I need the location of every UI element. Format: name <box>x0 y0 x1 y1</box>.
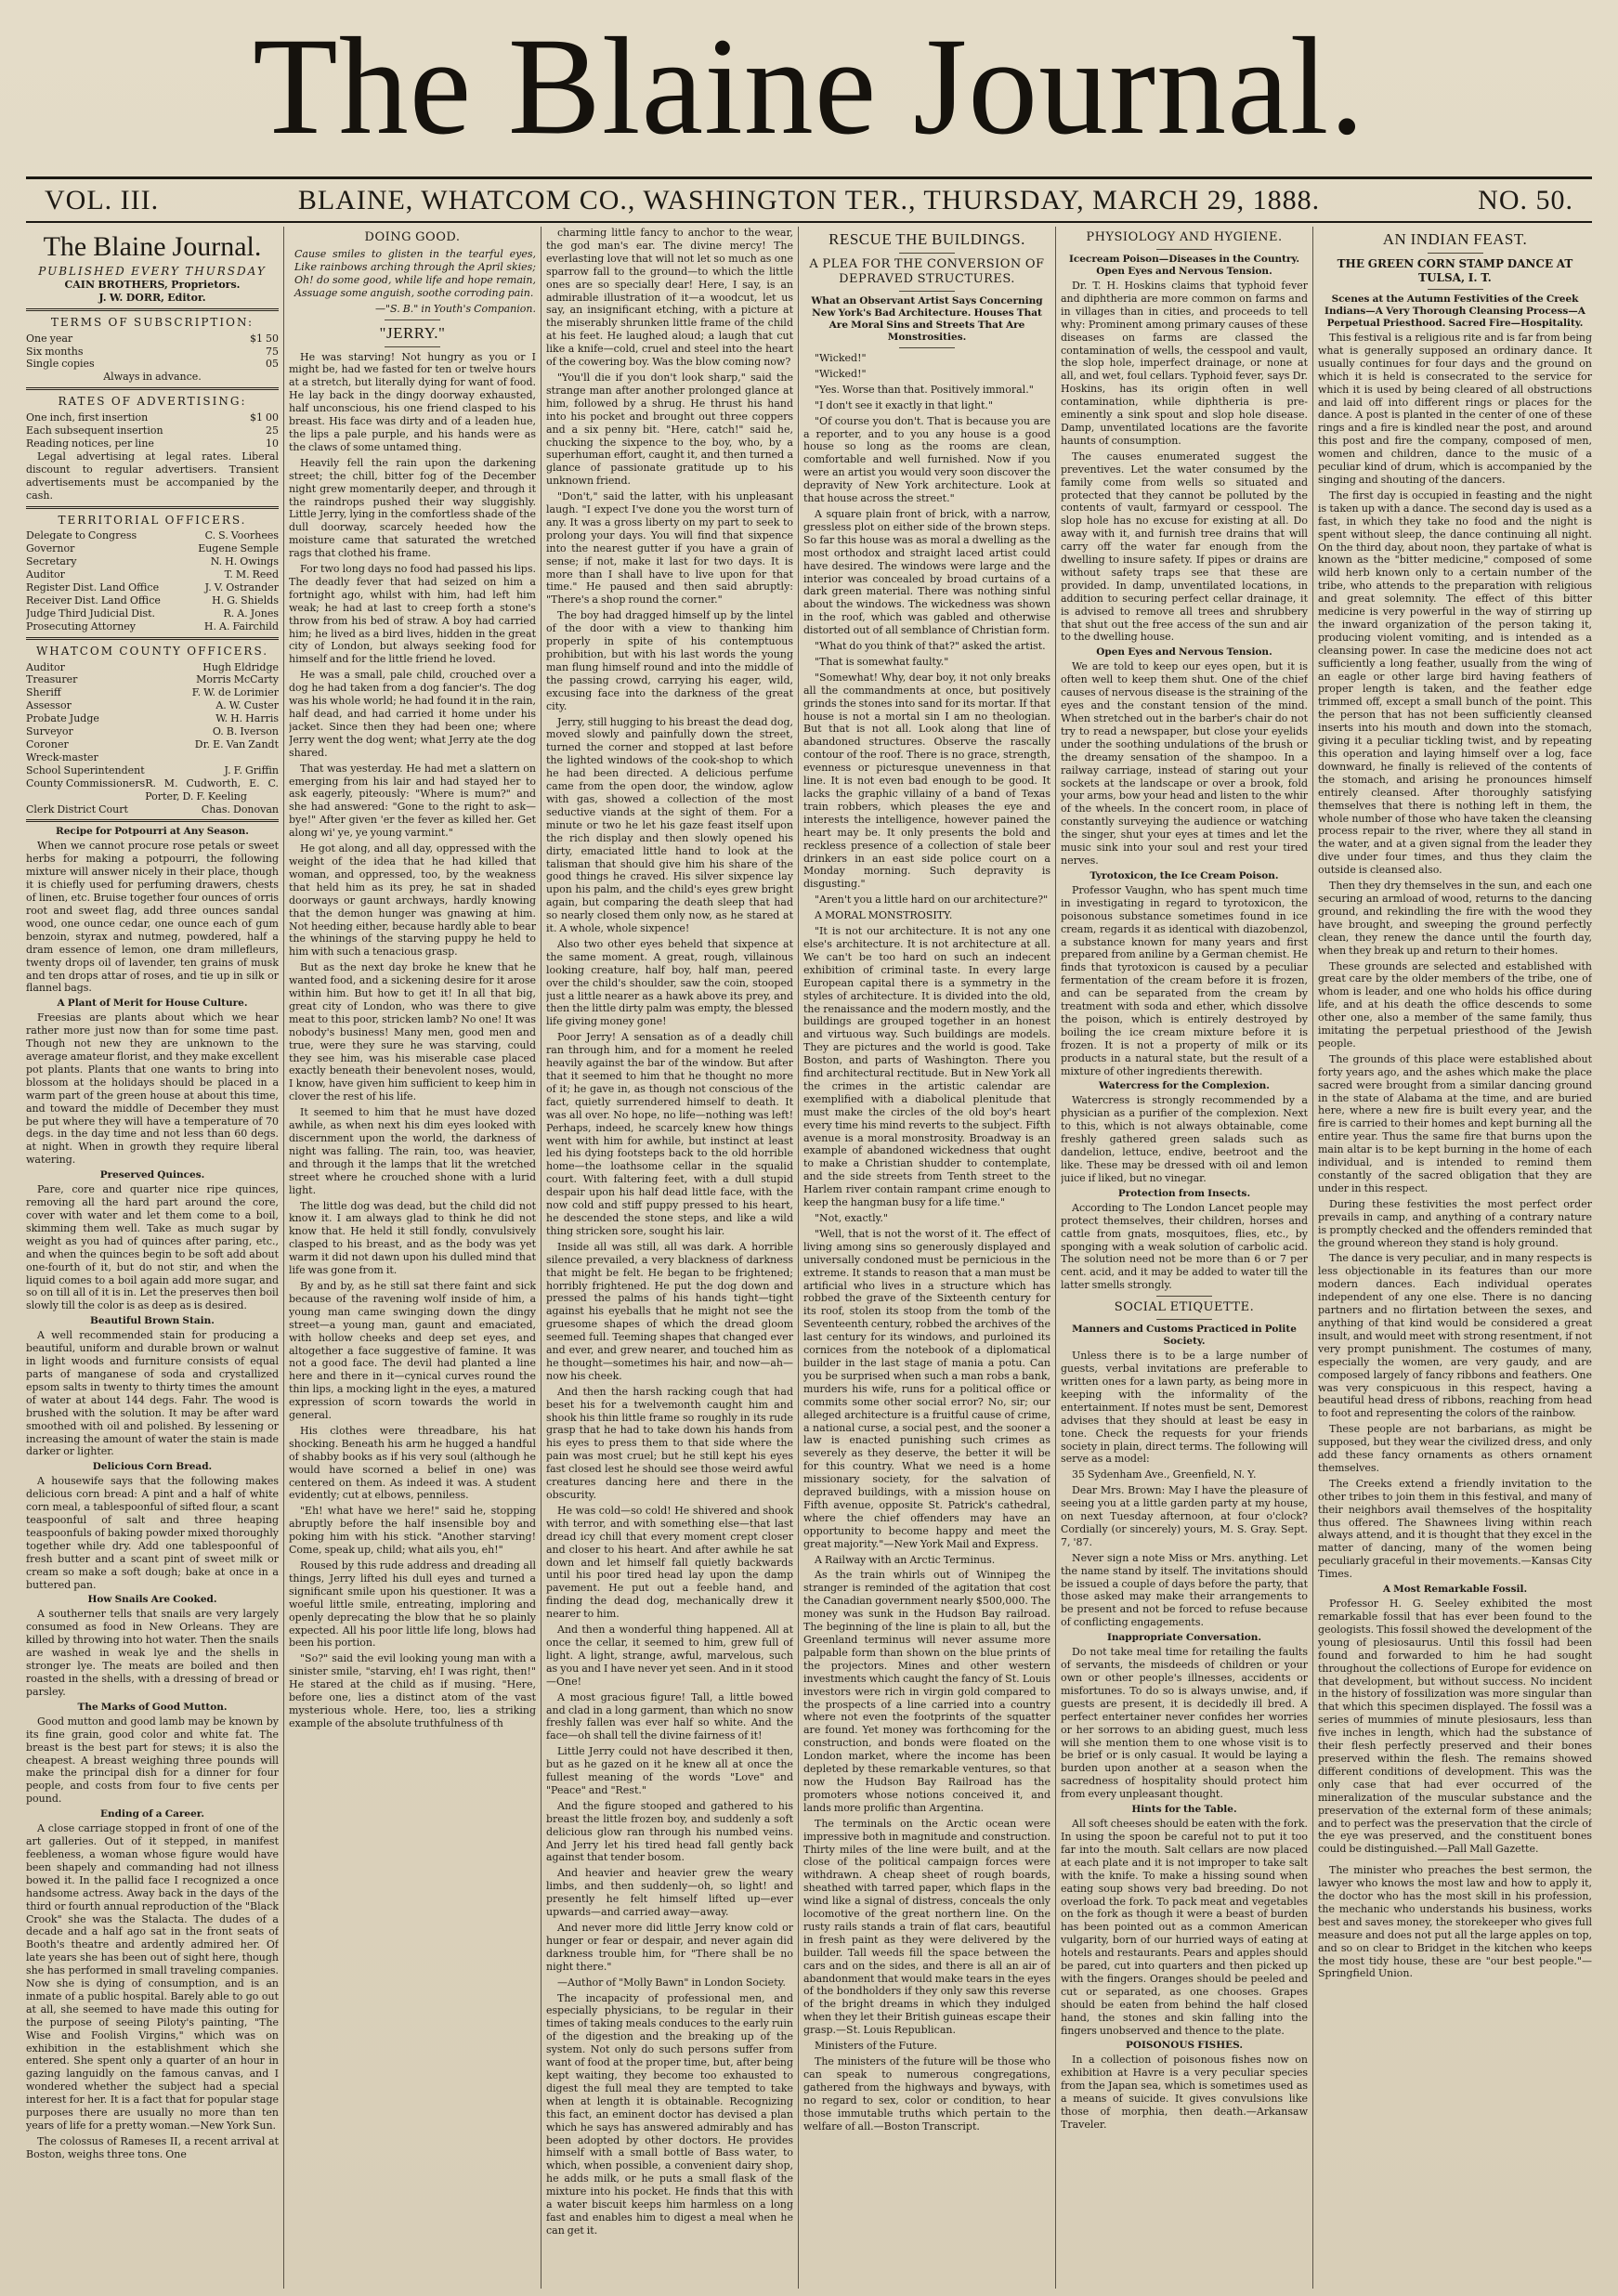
article-heading: Ending of a Career. <box>99 1808 204 1820</box>
article-heading: How Snails Are Cooked. <box>87 1594 217 1606</box>
paragraph: These people are not barbarians, as might be supposed, but they wear the civilized dress, and only add these fancy ornaments as others ornament themselves. <box>1318 1423 1592 1474</box>
officer-row <box>26 568 279 581</box>
rate-row <box>26 346 279 359</box>
paper-title: The Blaine Journal. <box>43 231 262 262</box>
officer-row-label: Auditor <box>26 660 65 673</box>
editor-line: J. W. DORR, Editor. <box>98 291 206 304</box>
article-text: Professor H. G. Seeley exhibited the most remarkable fossil that has ever been found to the geologists. This fossil showed the development of the young of plesiosaurus. Until this fossil had been found and forwarded to him he had sought throughout the collections of Europe for evidence on that development, but without success. No incident in the history of fossilization was more singular than that which this specimen displayed. The fossil was a series of mummies of minute plesiosaurs, less than five inches in length, which had the substance of their flesh perfectly preserved and their bones preserved within the flesh. The remains showed different conditions of development. This was the only case that had ever occurred of the mineralization of the muscular substance and the preservation of the external form of these animals; and to perfect was the preservation that the circle of the eye was preserved, and the constituent bones could be distinguished.—Pall Mall Gazette. <box>1318 1598 1592 1856</box>
officer-row-value: F. W. de Lorimier <box>191 686 279 699</box>
officer-row-value: C. S. Voorhees <box>204 529 279 542</box>
paragraph: He was cold—so cold! He shivered and shook with terror, and with something else—that last dread icy chill that every moment crept closer and closer to his heart. And after awhile he sat down and let himself fall quietly backwards until his poor tired head lay upon the damp pavement. He put out a feeble hand, and finding the dead dog, mechanically drew it nearer to him. <box>546 1504 793 1621</box>
paragraph: And the figure stooped and gathered to his breast the little frozen boy, and suddenly a soft delicious glow ran through his numbed veins. And Jerry let his tired head fall gently back against that tender bosom. <box>546 1799 793 1864</box>
column-4 <box>803 227 1050 2289</box>
story-body <box>289 351 536 1730</box>
article-text: Good mutton and good lamb may be known by its fine grain, good color and white fat. The breast is the best part for stews; it is also the cheapest. A breast weighing three pounds will make the principal dish for a dinner for four people, and costs from four to five cents per pound. <box>26 1715 279 1806</box>
paragraph: A most gracious figure! Tall, a little bowed and clad in a long garment, than which no snow freshly fallen was ever half so white. And the face—oh shall tell the divine fairness of it! <box>546 1690 793 1742</box>
article-text: Pare, core and quarter nice ripe quinces, removing all the hard part around the core, cover with water and let them come to a boil, skimming them well. Take as much sugar by weight as you had of quinces after paring, etc., and when the quinces begin to be soft add about one-fourth of it, but do not stir, and when the liquid comes to a boil again add more sugar, and so on till all of it is in. Let the preserves then boil slowly till the color is as deep as is desired. <box>26 1183 279 1312</box>
article-text: A well recommended stain for producing a beautiful, uniform and durable brown or walnut in light woods and furniture consists of equal parts of manganese of soda and crystallized epsom salts in twenty to thirty times the amount of water at about 144 degs. Fahr. The wood is brushed with the solution. It may be after ward smoothed with oil and polished. By lessening or increasing the amount of water the stain is made darker or lighter. <box>26 1329 279 1458</box>
officer-row-label: Clerk District Court <box>26 802 128 815</box>
column-divider <box>1055 227 1056 2289</box>
paragraph: He was a small, pale child, crouched over a dog he had taken from a dog fancier's. The dog was his whole world; he had found it in the rain, half dead, and had carried it home under his jacket. Since then they had been one; where Jerry went the dog went; what Jerry ate the dog shared. <box>289 669 536 759</box>
rate-row-value: $1 50 <box>250 332 279 345</box>
rate-row <box>26 437 279 450</box>
rate-row <box>26 424 279 437</box>
paragraph: Heavily fell the rain upon the darkening street; the chill, bitter fog of the December night grew momentarily deeper, and through it the raindrops pushed their way sluggishly. Little Jerry, lying in the comfortless shade of the dull doorway, scarcely heeded how the moisture came that saturated the wretched rags that clothed his frame. <box>289 456 536 560</box>
paragraph: The little dog was dead, but the child did not know it. I am always glad to think he did not know that. He held it still fondly, convulsively clasped to his breast, and as the body was yet warm it did not dawn upon his dulled mind that life was gone from it. <box>289 1199 536 1277</box>
poem-title: DOING GOOD. <box>364 230 461 244</box>
officer-row <box>26 699 279 712</box>
hygiene-body <box>1061 280 1308 644</box>
paragraph: A MORAL MONSTROSITY. <box>815 909 953 922</box>
article-text: According to The London Lancet people may protect themselves, their children, horses and cattle from gnats, mosquitoes, flies, etc., by sponging with a weak solution of carbolic acid. The solution need not be more than 6 or 7 per cent. acid, and it may be added to water till the latter smells strongly. <box>1061 1201 1308 1292</box>
paragraph: "So?" said the evil looking young man with a sinister smile, "starving, eh! I was right, then!" He stared at the child as if musing. "Here, before one, lies a distinct atom of the vast mysterious whole. Here, too, lies a striking example of the absolute truthfulness of th <box>289 1652 536 1729</box>
rate-row-label: Reading notices, per line <box>26 437 154 450</box>
article-text: Watercress is strongly recommended by a physician as a purifier of the complexion. Next to this, which is not always obtainable, come freshly gathered green salads such as dandelion, lettuce, endive, beetroot and the like. These may be dressed with oil and lemon juice if liked, but no vinegar. <box>1061 1094 1308 1184</box>
article-heading: Hints for the Table. <box>1131 1804 1237 1816</box>
section-deck: Icecream Poison—Diseases in the Country. Open Eyes and Nervous Tension. <box>1068 254 1300 277</box>
article-subhead: THE GREEN CORN STAMP DANCE AT TULSA, I. T. <box>1337 257 1573 284</box>
county-officers <box>26 661 279 816</box>
officer-row-value: Hugh Eldridge <box>202 660 279 673</box>
paragraph: But as the next day broke he knew that he wanted food, and a sickening desire for it arose within him. But how to get it! In all that big, great city of London, who was there to give meat to this poor, stricken lamb? No one! It was nobody's business! Many men, good men and true, were they sure he was starving, could they see him, was his miserable case placed exactly beneath their benevolent noses, would, I know, have given him sufficient to keep him in clover the rest of his life. <box>289 961 536 1103</box>
article-heading: Watercress for the Complexion. <box>1099 1080 1270 1092</box>
article-body <box>1318 332 1592 1581</box>
paragraph: As the train whirls out of Winnipeg the stranger is reminded of the agitation that cost the Canadian government nearly $500,000. The money was sunk in the Hudson Bay railroad. The beginning of the line is plain to all, but the Greenland terminus will never assume more palpable form than shown on the blue prints of the projectors. Mines and other western investments which caught the fancy of St. Louis investors were rich in virgin gold compared to the prospects of a line carried into a country where not even the footprints of the squatter are found. Yet money was forthcoming for the construction, and bonds were floated on the London market, where the income has been depleted by these remarkable ventures, so that now the Hudson Bay Railroad has the promoters whose notions conceived it, and lands more prolific than Argentina. <box>803 1569 1050 1814</box>
masthead-rule-bottom <box>26 221 1592 223</box>
rate-row <box>26 333 279 346</box>
officer-row <box>26 725 279 738</box>
paragraph: charming little fancy to anchor to the wear, the god man's ear. The divine mercy! The everlasting love that will not let so much as one sparrow fall to the ground—to which the little ones are so specially dear! Here, I say, is an admirable illustration of it—a woodcut, let us say, an insignificant etching, with a picture at the miserably shrunken little frame of the child at his feet. He laughed aloud; a laugh that cut like a knife—cold, cruel and steel into the heart of the cowering boy. Was the blow coming now? <box>546 227 793 369</box>
paragraph: Then they dry themselves in the sun, and each one securing an armload of wood, returns to the dancing ground, and rekindling the fire with the wood they have brought, and sweeping the ground perfectly clean, they renew the dance until the fourth day, when they break up and return to their homes. <box>1318 880 1592 957</box>
subscription-note: Always in advance. <box>103 371 202 384</box>
paragraph: And then the harsh racking cough that had beset his for a twelvemonth caught him and shook his thin little frame so roughly in its rude grasp that he had to take down his hands from his eyes to press them to that side where the pain was most cruel; but he still kept his eyes fast closed lest he should see those weird awful creatures dancing here and there in the obscurity. <box>546 1385 793 1501</box>
column-divider <box>798 227 799 2289</box>
article-heading: Delicious Corn Bread. <box>92 1461 213 1473</box>
paragraph: This festival is a religious rite and is far from being what is generally supposed an ordinary dance. It usually continues for four days and the ground on which it is held is consecrated to the service for which it is used by being cleared of all obstructions and laid off into different rings or places for the dance. A post is planted in the center of one of these rings and a fire is kindled near the post, and around this post and fire the company, composed of men, women and children, dance to the music of a peculiar kind of drum, which is accompanied by the singing and shouting of the dancers. <box>1318 332 1592 486</box>
officer-row-value: R. A. Jones <box>223 607 279 620</box>
article-heading: Tyrotoxicon, the Ice Cream Poison. <box>1090 869 1279 881</box>
officer-row-value: Eugene Semple <box>198 542 279 555</box>
poem-text: Cause smiles to glisten in the tearful eyes, Like rainbows arching through the April skies; Oh! do some good, while life and hope remain, Assuage some anguish, soothe corroding pain. <box>294 248 536 299</box>
officer-row <box>26 751 279 764</box>
section-headline: PHYSIOLOGY AND HYGIENE. <box>1086 230 1283 244</box>
officer-row <box>26 686 279 699</box>
officer-row <box>26 594 279 607</box>
poem-signature: —"S. B." in Youth's Companion. <box>375 302 536 315</box>
article-text: A close carriage stopped in front of one of the art galleries. Out of it stepped, in manifest feebleness, a woman whose figure would have been shapely and commanding had not illness bowed it. In the pallid face I recognized a once handsome actress. Away back in the days of the third or fourth annual reproduction of the "Black Crook" she was the Stalacta. The dudes of a decade and a half ago sat in the front seats of Booth's theatre and ardently admired her. Of late years she has been out of sight here, though she has performed in small traveling companies. Now she is dying of consumption, and is an inmate of a public hospital. Barely able to go out at all, she seemed to have made this outing for the purpose of seeing Piloty's painting, "The Wise and Foolish Virgins," which was on exhibition in the establishment which she entered. She spent only a quarter of an hour in gazing languidly on the famous canvas, and I wondered whether the subject had a special interest for her. It is a fact that for popular stage purposes there are usually no more than ten years of life for a pretty woman.—New York Sun. <box>26 1822 279 2132</box>
paragraph: That was yesterday. He had met a slattern on emerging from his lair and had stayed her to ask eagerly, piteously: "Where is mum?" and she had answered: "Gone to the right to ask—bye!" After given 'er the fever as killed her. Get along wi' ye, ye young varmint." <box>289 762 536 840</box>
paragraph: These grounds are selected and established with great care by the older members of the tribe, one of whom is leader, and one who holds his office during life, and at his death the office descends to some other one, also a member of the same family, thus imitating the perpetual priesthood of the Jewish people. <box>1318 959 1592 1050</box>
paragraph: Dear Mrs. Brown: May I have the pleasure of seeing you at a little garden party at my house, on next Tuesday afternoon, at four o'clock? Cordially (or sincerely) yours, M. S. Gray. Sept. 7, '87. <box>1061 1484 1308 1548</box>
published-line: PUBLISHED EVERY THURSDAY <box>38 265 267 278</box>
article-subhead: A PLEA FOR THE CONVERSION OF DEPRAVED STRUCTURES. <box>809 257 1045 286</box>
paragraph: Jerry, still hugging to his breast the dead dog, moved slowly and painfully down the street, turned the corner and stopped at last before the lighted windows of the cook-shop to which he had been directed. A delicious perfume came from the open door, the window, aglow with gas, showed a collection of the most seductive viands at the sight of them. For a minute or two he let his gaze feast itself upon the rich display and then slowly opened his dirty, emaciated little hand to look at the talisman that should give him his share of the good things he craved. His silver sixpence lay upon his palm, and the child's eyes grew bright again, but comparing the death sleep that had so nearly closed them only now, as he stared at it. A whole, whole sixpence! <box>546 715 793 935</box>
article-text: The minister who preaches the best sermon, the lawyer who knows the most law and how to apply it, the doctor who has the most skill in his profession, the mechanic who understands his business, works best and saves money, the storekeeper who gives full measure and does not put all the large apples on top, and so on clear to Bridget in the kitchen who keeps the most tidy house, these are "our best people."—Springfield Union. <box>1318 1864 1592 1980</box>
paragraph: For two long days no food had passed his lips. The deadly fever that had seized on him a fortnight ago, whilst with him, had left him weak; he had at last to creep forth a stone's throw from his bed of straw. A boy had carried him; he lived as a bird lives, hidden in the great city of London, but always seeking food for himself and for the little friend he loved. <box>289 563 536 666</box>
story-continued <box>546 227 793 2237</box>
rate-row-label: Each subsequent insertion <box>26 424 163 437</box>
column-2 <box>289 227 536 2289</box>
rate-row-label: Single copies <box>26 358 95 371</box>
rate-row <box>26 358 279 371</box>
paragraph: During these festivities the most perfect order prevails in camp, and anything of a contrary nature is promptly checked and the offenders reminded that the ground whereon they stand is holy ground. <box>1318 1197 1592 1249</box>
officer-row-label: Wreck-master <box>26 750 98 763</box>
paragraph: "What do you think of that?" asked the artist. <box>815 640 1046 653</box>
paragraph: The boy had dragged himself up by the lintel of the door with a view to thanking him properly in spite of his contemptuous prohibition, but with his last words the young man flung himself round and into the middle of the passing crowd, carrying his eager, wild, excusing face into the darkness of the great city. <box>546 609 793 712</box>
officer-row-label: Secretary <box>26 555 77 568</box>
paragraph: It seemed to him that he must have dozed awhile, as when next his dim eyes looked with discernment upon the world, the darkness of night was falling. The rain, too, was heavier, and through it the lamps that lit the wretched street where he crouched shone with a lurid light. <box>289 1106 536 1196</box>
paragraph: "That is somewhat faulty." <box>815 655 949 668</box>
rate-row-value: $1 00 <box>250 411 279 424</box>
subscription-rates <box>26 333 279 372</box>
territorial-officers <box>26 529 279 633</box>
rate-row-label: Six months <box>26 345 84 358</box>
officer-row-value: J. V. Ostrander <box>204 581 279 594</box>
article-body <box>803 352 1050 2133</box>
officer-row <box>26 607 279 620</box>
article-deck: What an Observant Artist Says Concerning New York's Bad Architecture. Houses That Are Moral Sins and Streets That Are Monstrosities. <box>811 295 1043 343</box>
article-text: When we cannot procure rose petals or sweet herbs for making a potpourri, the following mixture will answer nicely in their place, though it is chiefly used for perfuming drawers, chests of linen, etc. Bruise together four ounces of orris root and sweet flag, add three ounces sandal wood, one ounce cedar, one ounce each of gum benzoin, styrax and nutmeg, powdered, half a dram essence of lemon, one dram millefleurs, twenty drops oil of lavender, ten grains of musk and ten drops attar of roses, and tie up in silk or flannel bags. <box>26 840 279 995</box>
territorial-heading: TERRITORIAL OFFICERS. <box>58 513 247 527</box>
paragraph: —Author of "Molly Bawn" in London Society. <box>557 1976 786 1989</box>
article-text: The colossus of Rameses II, a recent arrival at Boston, weighs three tons. One <box>26 2134 279 2160</box>
article-heading: A Most Remarkable Fossil. <box>1382 1584 1528 1596</box>
officer-row-value: Chas. Donovan <box>201 802 279 815</box>
paragraph: Unless there is to be a large number of guests, verbal invitations are preferable to written ones for a lawn party, as being more in keeping with the informality of the entertainment. If notes must be sent, Demorest advises that they should at least be easy in tone. Check the requests for your friends society in plain, direct terms. The following will serve as a model: <box>1061 1350 1308 1466</box>
rate-row-value: 25 <box>266 424 279 437</box>
paragraph: "Yes. Worse than that. Positively immoral." <box>815 383 1034 396</box>
paragraph: The causes enumerated suggest the preventives. Let the water consumed by the family come from wells so situated and protected that they cannot be polluted by the contents of vault, farmyard or cesspool. The slop hole has no excuse for existing at all. Do away with it, and furnish tree drains that will carry off the water far enough from the dwelling to insure safety. If pipes or drains are without safety traps see that these are provided. In damp, unventilated locations, in addition to securing perfect cellar drainage, it is advised to remove all trees and shrubbery that shut out the free access of the sun and air to the dwelling house. <box>1061 450 1308 644</box>
article-text: We are told to keep our eyes open, but it is often well to keep them shut. One of the chief causes of nervous disease is the straining of the eyes and the constant tension of the mind. When stretched out in the barber's chair do not try to read a newspaper, but close your eyelids under the soothing undulations of the brush or the dreamy sensation of the shampoo. In a railway carriage, instead of staring out your sockets at the landscape or over a brook, fold your arms, bow your head and listen to the whir of the wheels. In the concert room, in place of constantly surveying the audience or watching the singer, shut your eyes at times and let the music sink into your soul and rest your tired nerves. <box>1061 660 1308 867</box>
officer-row <box>26 661 279 674</box>
article-heading: A Plant of Merit for House Culture. <box>57 998 248 1010</box>
officer-row-value: Dr. E. Van Zandt <box>194 738 279 750</box>
officer-row-label: Sheriff <box>26 686 61 699</box>
paragraph: Never sign a note Miss or Mrs. anything. Let the name stand by itself. The invitations should be issued a couple of days before the party, that those asked may make their arrangements to be present and not be forced to refuse because of conflicting engagements. <box>1061 1551 1308 1629</box>
column-3 <box>546 227 793 2289</box>
officer-row-value: Morris McCarty <box>196 673 279 686</box>
issue-number: NO. 50. <box>1478 185 1573 215</box>
place-date: BLAINE, WHATCOM CO., WASHINGTON TER., THURSDAY, MARCH 29, 1888. <box>297 185 1321 215</box>
paragraph: His clothes were threadbare, his hat shocking. Beneath his arm he hugged a handful of shabby books as if his very soul (although he would have scorned a belief in one) was centered on them. As indeed it was. A student evidently; cut at elbows, penniless. <box>289 1424 536 1502</box>
officer-row <box>26 777 279 803</box>
article-text: Do not take meal time for retailing the faults of servants, the misdeeds of children or your own or other people's illnesses, accidents or misfortunes. To do so is always unwise, and, if guests are present, it is decidedly ill bred. A perfect entertainer never confides her worries or her sorrows to an abiding guest, much less will she mention them to one whose visit is to be brief or is only casual. It would be laying a burden upon another at a season when the sacredness of hospitality should protect him from every unpleasant thought. <box>1061 1646 1308 1801</box>
section-deck: Manners and Customs Practiced in Polite Society. <box>1072 1324 1297 1348</box>
officer-row-label: School Superintendent <box>26 763 145 776</box>
article-text: All soft cheeses should be eaten with the fork. In using the spoon be careful not to put it too far into the mouth. Salt cellars are now placed at each plate and it is not improper to take salt with the knife. To make a hissing sound when eating soup shows very bad breeding. Do not overload the fork. To pack meat and vegetables on the fork as though it were a beast of burden has been pointed out as a common American vulgarity, born of our hurried ways of eating at hotels and restaurants. Pears and apples should be pared, cut into quarters and then picked up with the fingers. Oranges should be peeled and cut or separated, as one chooses. Grapes should be eaten from behind the half closed hand, the stones and skin falling into the fingers unobserved and thence to the plate. <box>1061 1818 1308 2037</box>
article-headline: AN INDIAN FEAST. <box>1382 230 1528 248</box>
officer-row-value: O. B. Iverson <box>212 725 279 738</box>
paragraph: The ministers of the future will be those who can speak to numerous congregations, gathered from the highways and byways, with no regard to sex, color or condition, to hear those immutable truths which pertain to the welfare of all.—Boston Transcript. <box>803 2055 1050 2133</box>
paragraph: "Of course you don't. That is because you are a reporter, and to you any house is a good house so long as the rooms are clean, comfortable and well furnished. Now if you were an artist you would very soon discover the depravity of New York architecture. Look at that house across the street." <box>803 414 1050 505</box>
article-heading: Inappropriate Conversation. <box>1106 1632 1262 1644</box>
officer-row-label: Coroner <box>26 738 69 750</box>
column-5 <box>1061 227 1308 2289</box>
paragraph: And heavier and heavier grew the weary limbs, and then suddenly—oh, so light! and presently he felt himself lifted up—ever upwards—and carried away—away. <box>546 1867 793 1919</box>
advertising-rates <box>26 411 279 450</box>
paragraph: "Well, that is not the worst of it. The effect of living among sins so generously displayed and universally condoned must be pernicious in the extreme. It stands to reason that a man must be artificial who lives in a structure which has robbed the grave of the Sixteenth century for its roof, stolen its stoop from the tomb of the Seventeenth century, robbed the archives of the last century for its windows, and purloined its cornices from the notebook of a diplomatical builder in the last stage of mania a potu. Can you be surprised when such a man robs a bank, murders his wife, runs for a political office or commits some other social error? No, sir; our alleged architecture is a fruitful cause of crime, a national curse, a social pest, and the sooner a law is enacted punishing such crimes as severely as they deserve, the better it will be for this country. What we need is a home missionary society, for the salvation of depraved buildings, with a mission house on Fifth avenue, opposite St. Patrick's cathedral, where the chief offenders may have an opportunity to become happy and meet the great majority."—New York Mail and Express. <box>803 1227 1050 1550</box>
article-headline: RESCUE THE BUILDINGS. <box>829 230 1025 248</box>
etiquette-body <box>1061 1350 1308 1629</box>
officer-row-value: T. M. Reed <box>224 568 279 581</box>
advertising-heading: RATES OF ADVERTISING: <box>58 395 247 409</box>
section-headline: SOCIAL ETIQUETTE. <box>1114 1300 1255 1315</box>
paragraph: The terminals on the Arctic ocean were impressive both in magnitude and construction. Thirty miles of the line were built, and at the close of the political campaign forces were withdrawn. A cheap sheet of rough boards, sheathed with tarred paper, which flaps in the wind like a signal of distress, conceals the only locomotive of the great northern line. On the rusty rails stands a train of flat cars, beautiful in fresh paint as they were delivered by the builder. Tall weeds fill the space between the cars and on the sides, and there is all an air of abandonment that would make tears in the eyes of the bondholders if they only saw this reverse of the bright dreams in which they indulged when they let their British guineas escape their grasp.—St. Louis Republican. <box>803 1817 1050 2037</box>
officer-row-label: Receiver Dist. Land Office <box>26 594 161 607</box>
article-text: A southerner tells that snails are very largely consumed as food in New Orleans. They are killed by throwing into hot water. Then the snails are washed in weak lye and the shells in stronger lye. The meats are boiled and then roasted in the shells, with a dressing of bread or parsley. <box>26 1608 279 1698</box>
rate-row-value: 05 <box>266 358 279 371</box>
volume-label: VOL. III. <box>45 185 160 215</box>
paragraph: "Eh! what have we here!" said he, stopping abruptly before the half insensible boy and poking him with his stick. "Another starving! Come, speak up, child; what ails you, eh!" <box>289 1505 536 1557</box>
officer-row-value: W. H. Harris <box>215 712 279 725</box>
officer-row-value: R. M. Cudworth, E. C. Porter, D. F. Keeling <box>145 776 279 802</box>
officer-row <box>26 764 279 777</box>
paragraph: "You'll die if you don't look sharp," said the strange man after another prolonged glance at him, followed by a shrug. He thrust his hand into his pocket and brought out three coppers and a six penny bit. "Here, catch!" said he, chucking the sixpence to the boy, who, by a superhuman effort, caught it, and then turned a glance of passionate gratitude up to his unknown friend. <box>546 371 793 488</box>
article-heading: Recipe for Potpourri at Any Season. <box>56 826 249 838</box>
officer-row-label: Delegate to Congress <box>26 529 137 542</box>
officer-row-label: Register Dist. Land Office <box>26 581 160 594</box>
officer-row-label: Treasurer <box>26 673 78 686</box>
officer-row-value: J. F. Griffin <box>224 763 279 776</box>
paragraph: "Not, exactly." <box>815 1212 888 1224</box>
rate-row-label: One year <box>26 332 73 345</box>
officer-row <box>26 620 279 633</box>
officer-row-label: Probate Judge <box>26 712 99 725</box>
paragraph: The first day is occupied in feasting and the night is taken up with a dance. The second day is used as a fast, in which they take no food and the night is spent without sleep, the dance continuing all night. On the third day, about noon, they partake of what is known as the "bitter medicine," composed of some wild herb known only to a certain number of the tribe, who attends to the preparation with religious and great solemnity. The effect of this bitter medicine is very powerful in the way of stirring up the inward organization of the person taking it, producing violent vomiting, and is intended as a cleansing power. In case the medicine does not act sufficiently a long feather, usually from the wing of an eagle or other large bird having feathers of proper length is taken, and the feather edge trimmed off, except a small bunch of the point. This the person that has not been sufficiently cleansed inserts into his mouth and down into the stomach, giving it a peculiar tickling twist, and by repeating this operation and laying himself over a log, face downward, he finally is relieved of the contents of the stomach, and arising he pronounces himself entirely cleansed. After thoroughly satisfying themselves that there is nothing left in them, the whole number of those who have taken the cleansing process repair to the river, where they all stand in the water, and at a given signal from the leader they dive under four times, and thus they claim the outside is cleansed also. <box>1318 489 1592 877</box>
paragraph: The Creeks extend a friendly invitation to the other tribes to join them in this festival, and many of their neighbors avail themselves of the hospitality thus offered. The Shawnees living within reach always attend, and it is thought that they excel in the matter of dancing, many of the women being peculiarly graceful in their movements.—Kansas City Times. <box>1318 1477 1592 1581</box>
officer-row <box>26 581 279 594</box>
officer-row-value: H. A. Fairchild <box>203 620 279 633</box>
article-text: A housewife says that the following makes delicious corn bread: A pint and a half of white corn meal, a tablespoonful of sifted flour, a scant teaspoonful of salt and three heaping teaspoonfuls of baking powder mixed thoroughly together while dry. Add one tablespoonful of fresh butter and a scant pint of sweet milk or cream so make a soft dough; bake at once in a buttered pan. <box>26 1475 279 1591</box>
masthead-rule-top <box>26 176 1592 179</box>
column-divider <box>1312 227 1313 2289</box>
article-text: In a collection of poisonous fishes now on exhibition at Havre is a very peculiar species from the Japan sea, which is sometimes used as a means of suicide. It gives convulsions like those of morphia, then death.—Arkansaw Traveler. <box>1061 2054 1308 2131</box>
article-text: Freesias are plants about which we hear rather more just now than for some time past. Though not new they are unknown to the average amateur florist, and they make excellent pot plants. Plants that one wants to bring into blossom at the holidays should be placed in a warm part of the green house at about this time, and toward the middle of December they must be put where they will have a temperature of 70 degs. in the day time and not less than 60 degs. at night. When in growth they require liberal watering. <box>26 1011 279 1167</box>
paragraph: The grounds of this place were established about forty years ago, and the ashes which make the place sacred were brought from a similar dancing ground in the state of Alabama at the time, and are buried here, where a new fire is built every year, and the fire is carried to their homes and kept burning all the entire year. Thus the same fire that burns upon the main altar is to be kept burning in the home of each individual, and is intended to remind them constantly of the sacred obligation that they are under in this respect. <box>1318 1052 1592 1194</box>
paragraph: "Somewhat! Why, dear boy, it not only breaks all the commandments at once, but positively grinds the stones into sand for its mortar. If that house is not a mortal sin I am no theologian. But that is not all. Look along that line of abandoned structures. Observe the rascally contour of the roof. There is no grace, strength, evenness or picturesque unevenness in that line. It is not even bad enough to be good. It lacks the graphic villainy of a band of Texas train robbers, which pleases the eye and interests the intelligence, however pained the heart may be. It only presents the bold and reckless presence of a collection of stale beer drinkers in an east side police court on a Monday morning. Such depravity is disgusting." <box>803 671 1050 891</box>
rate-row-value: 75 <box>266 345 279 358</box>
paragraph: He was starving! Not hungry as you or I might be, had we fasted for ten or twelve hours at a stretch, but literally dying for want of food. He lay back in the dingy doorway exhausted, half unconscious, his one friend clasped to his breast. His face was dirty and of a leaden hue, the lips a pale purple, and his hands were as the claws of some untamed thing. <box>289 350 536 453</box>
masthead: The Blaine Journal. <box>253 9 1365 163</box>
paragraph: Ministers of the Future. <box>815 2040 938 2053</box>
paragraph: A Railway with an Arctic Terminus. <box>815 1553 996 1566</box>
officer-row-label: Auditor <box>26 568 65 581</box>
officer-row-label: Governor <box>26 542 75 555</box>
article-heading: Beautiful Brown Stain. <box>90 1315 215 1327</box>
officer-row <box>26 738 279 751</box>
column-6 <box>1318 227 1592 2289</box>
story-title: "JERRY." <box>379 323 446 342</box>
rate-row <box>26 411 279 424</box>
article-heading: POISONOUS FISHES. <box>1125 2040 1244 2052</box>
officer-row <box>26 673 279 686</box>
article-heading: The Marks of Good Mutton. <box>77 1701 228 1713</box>
article-heading: Protection from Insects. <box>1117 1187 1251 1199</box>
paragraph: 35 Sydenham Ave., Greenfield, N. Y. <box>1072 1468 1257 1481</box>
officer-row <box>26 529 279 542</box>
county-heading: WHATCOM COUNTY OFFICERS. <box>35 644 269 658</box>
column-divider <box>541 227 542 2289</box>
article-heading: Preserved Quinces. <box>99 1169 205 1181</box>
paragraph: "Wicked!" <box>815 367 867 380</box>
paragraph: And never more did little Jerry know cold or hunger or fear or despair, and never again did darkness trouble him, for "There shall be no night there." <box>546 1922 793 1973</box>
officer-row <box>26 542 279 555</box>
officer-row <box>26 555 279 568</box>
paragraph: Also two other eyes beheld that sixpence at the same moment. A great, rough, villainous looking creature, half boy, half man, peered over the child's shoulder, saw the coin, stooped just a little nearer as a hawk above its prey, and then the little dirty palm was empty, the blessed life giving money gone! <box>546 937 793 1028</box>
officer-row-label: Prosecuting Attorney <box>26 620 137 633</box>
rate-row-value: 10 <box>266 437 279 450</box>
paragraph: He got along, and all day, oppressed with the weight of the idea that he had killed that woman, and oppressed, too, by the weakness that held him as its prey, he sat in shaded doorways or gaunt archways, hardly knowing that the demon hunger was gnawing at him. Not heeding either, because hardly able to bear the whinings of the starving puppy he held to him with such a tenacious grasp. <box>289 842 536 959</box>
rate-row-label: One inch, first insertion <box>26 411 149 424</box>
officer-row-value: A. W. Custer <box>215 699 279 712</box>
paragraph: And then a wonderful thing happened. All at once the cellar, it seemed to him, grew full of light. A light, strange, awful, marvelous, such as you and I have never yet seen. And in it stood—One! <box>546 1624 793 1688</box>
officer-row-label: Surveyor <box>26 725 73 738</box>
column-1 <box>26 227 279 2289</box>
proprietors-line: CAIN BROTHERS, Proprietors. <box>64 278 241 291</box>
subscription-heading: TERMS OF SUBSCRIPTION: <box>50 315 254 329</box>
officer-row-label: Judge Third Judicial Dist. <box>26 607 156 620</box>
paragraph: Poor Jerry! A sensation as of a deadly chill ran through him, and for a moment he reeled heavily against the bar of the window. But after that it seemed to him that he thought no more of it; he gave in, as though not conscious of the fact, quietly surrendered himself to death. It was all over. No hope, no life—nothing was left! Perhaps, indeed, he scarcely knew how things went with him for awhile, but instinct at least led his dying footsteps back to the old horrible home—the loathsome cellar in the squalid court. With faltering feet, with a dull stupid despair upon his half dead little face, with the now cold and stiff puppy pressed to his heart, he descended the stone steps, and like a wild thing stricken sore, sought his lair. <box>546 1031 793 1237</box>
paragraph: A square plain front of brick, with a narrow, gressless plot on either side of the brown steps. So far this house was as moral a dwelling as the most orthodox and straight laced artist could have desired. The windows were large and the interior was concealed by broad curtains of a dark green material. There was nothing sinful about the windows. The wickedness was shown in the roof, which was gabled and otherwise distorted out of all semblance of Christian form. <box>803 507 1050 637</box>
officer-row-label: County Commissioners <box>26 776 146 789</box>
advertising-notes: Legal advertising at legal rates. Liberal discount to regular advertisers. Transient advertisements must be accompanied by the cash. <box>26 450 279 502</box>
officer-row <box>26 803 279 816</box>
article-heading: Open Eyes and Nervous Tension. <box>1096 646 1272 659</box>
paragraph: Little Jerry could not have described it then, but as he gazed on it he knew all at once the fullest meaning of the words "Love" and "Peace" and "Rest." <box>546 1745 793 1796</box>
paragraph: By and by, as he still sat there faint and sick because of the ravening wolf inside of him, a young man came swinging down the dingy street—a young man, gaunt and emaciated, with hollow cheeks and deep set eyes, and altogether a face suggestive of famine. It was not a good face. The devil had planted a line here and there in it—cynical curves round the thin lips, a mocking light in the eyes, a matured expression of scorn towards the world in general. <box>289 1279 536 1422</box>
article-deck: Scenes at the Autumn Festivities of the Creek Indians—A Very Thorough Cleansing Process—A Perpetual Priesthood. Sacred Fire—Hospitality. <box>1324 294 1585 329</box>
paragraph: The incapacity of professional men, and especially physicians, to be regular in their times of taking meals conduces to the early ruin of the digestion and the breaking up of the system. Not only do such persons suffer from want of food at the proper time, but, after being kept waiting, they become too exhausted to digest the full meal they are tempted to take when at length it is obtainable. Recognizing this fact, an eminent doctor has devised a plan which he says has answered admirably and has been adopted by other doctors. He provides himself with a small bottle of Bass water, to which, when possible, a convenient dairy shop, he adds milk, or he puts a small flask of the mixture into his pocket. He finds that this with a water biscuit keeps him harmless on a long fast and enables him to digest a meal when he can get it. <box>546 1991 793 2237</box>
paragraph: "Don't," said the latter, with his unpleasant laugh. "I expect I've done you the worst turn of any. It was a gross liberty on my part to seek to prolong your days. You will find that sixpence into the nearest gutter if you have a grain of sense; if not, make it last for two days. It is more than I shall have to live upon for that time." He paused and then said abruptly: "There's a shop round the corner." <box>546 490 793 607</box>
paragraph: "Wicked!" <box>815 352 867 364</box>
article-text: Professor Vaughn, who has spent much time in investigating in regard to tyrotoxicon, the poisonous substance sometimes found in ice cream, regards it as identical with diazobenzol, a substance known for many years and first prepared from aniline by a German chemist. He finds that tyrotoxicon is caused by a peculiar fermentation of the cream before it is frozen, and can be separated from the cream by treatment with soda and ether, which dissolve the poison, which is entirely destroyed by boiling the ice cream mixture before it is frozen. It is not a property of milk or its products in a natural state, but the result of a mixture of other ingredients therewith. <box>1061 883 1308 1077</box>
officer-row-label: Assessor <box>26 699 72 712</box>
officer-row <box>26 712 279 725</box>
paragraph: "It is not our architecture. It is not any one else's architecture. It is not architecture at all. We can't be too hard on such an indecent exhibition of criminal taste. In every large European capital there is a symmetry in the styles of architecture. It is divided into the old, the renaissance and the modern mostly, and the buildings are grouped together in an honest and virtuous way. Such buildings are models. They are pictures and the world is good. Take Boston, and parts of Washington. There you find architectural rectitude. But in New York all the crimes in the artistic calendar are exemplified with a diabolical plenitude that must make the circles of the old boy's heart every time his mind reverts to the subject. Fifth avenue is a moral monstrosity. Broadway is an example of abandoned wickedness that ought to make a Christian shudder to contemplate, and the side streets from Tenth street to the Harlem river contain rampant crime enough to keep the hangman busy for a life time." <box>803 925 1050 1209</box>
officer-row-value: H. G. Shields <box>212 594 279 607</box>
paragraph: Dr. T. H. Hoskins claims that typhoid fever and diphtheria are more common on farms and in villages than in cities, and proceeds to tell why: Prominent among primary causes of these diseases on farms are classed the contamination of wells, the cesspool and vault, the slop hole, imperfect drainage, or none at all, and wet, foul cellars. Typhoid fever, says Dr. Hoskins, has its origin often in well contamination, while diphtheria is pre-eminently a sink spout and slop hole disease. Damp, unventilated locations are the favorite haunts of consumption. <box>1061 280 1308 447</box>
column-divider <box>283 227 284 2289</box>
officer-row-value: N. H. Owings <box>210 555 279 568</box>
paragraph: Roused by this rude address and dreading all things, Jerry lifted his dull eyes and turned a significant smile upon his questioner. It was a woeful little smile, entreating, imploring and openly deprecating the blow that he so plainly expected. All his poor little life long, blows had been his portion. <box>289 1559 536 1650</box>
dateline <box>26 182 1592 219</box>
paragraph: Inside all was still, all was dark. A horrible silence prevailed, a very blackness of darkness that might be felt. He began to be frightened; horribly frightened. He put the dog down and pressed the palms of his hands tight—tight against his eyeballs that he might not see the gruesome shapes of which the dread gloom seemed full. Teeming shapes that changed ever and ever, and grew nearer, and touched him as he thought—sometimes his hair, and now—ah—now his cheek. <box>546 1240 793 1382</box>
paragraph: The dance is very peculiar, and in many respects is less objectionable in its features than our more modern dances. Each individual operates independent of any one else. There is no dancing partners and no flirtation between the sexes, and anything of that kind would be considered a great insult, and would meet with strong resentment, if not very prompt punishment. The costumes of many, especially the women, are very gaudy, and are composed largely of fancy ribbons and feathers. One was very conspicuous in this respect, having a beautiful head dress of ribbons, reaching from head to foot and representing the colors of the rainbow. <box>1318 1252 1592 1420</box>
paragraph: "Aren't you a little hard on our architecture?" <box>815 894 1049 907</box>
paragraph: "I don't see it exactly in that light." <box>815 398 993 411</box>
